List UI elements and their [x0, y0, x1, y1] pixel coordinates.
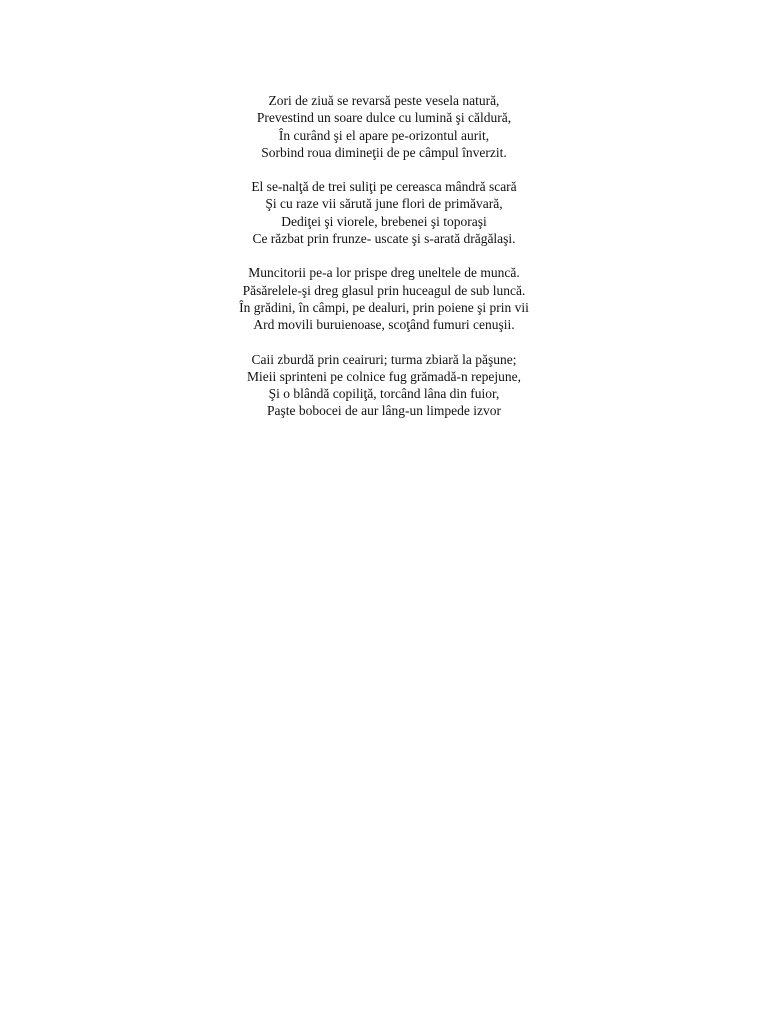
poem-line: Caii zburdă prin ceairuri; turma zbiară la păşune; — [251, 351, 517, 367]
poem-line: Dediţei şi viorele, brebenei şi toporaşi — [281, 213, 487, 229]
poem-line: Zori de ziuă se revarsă peste vesela natură, — [268, 93, 500, 108]
poem-line: El se-nalţă de trei suliţi pe cereasca mândră scară — [251, 179, 517, 195]
poem-line: Muncitorii pe-a lor prispe dreg uneltele de muncă. — [248, 265, 520, 281]
poem-line: Şi cu raze vii sărută june flori de primăvară, — [265, 196, 503, 212]
poem-line: Prevestind un soare dulce cu lumină şi căldură, — [256, 110, 512, 126]
poem-line: În curând şi el apare pe-orizontul aurit, — [278, 127, 490, 143]
stanza-4 — [184, 351, 584, 420]
poem-line: În grădini, în câmpi, pe dealuri, prin poiene şi prin vii — [239, 299, 529, 315]
poem-line: Sorbind roua dimineţii de pe câmpul înverzit. — [261, 144, 507, 160]
stanza-1 — [184, 92, 584, 161]
stanza-3 — [184, 264, 584, 333]
poem-line: Şi o blândă copiliţă, torcând lâna din fuior, — [268, 386, 500, 402]
stanza-2 — [184, 178, 584, 247]
poem-text — [184, 92, 584, 437]
poem-line: Paşte bobocei de aur lâng-un limpede izvor — [267, 403, 501, 419]
poem-line: Ce răzbat prin frunze- uscate şi s-arată drăgălaşi. — [252, 231, 516, 247]
poem-line: Păsărelele-şi dreg glasul prin huceagul de sub luncă. — [242, 282, 526, 298]
poem-line: Ard movili buruienoase, scoţând fumuri cenuşii. — [253, 317, 515, 333]
poem-line: Mieii sprinteni pe colnice fug grămadă-n repejune, — [246, 368, 522, 384]
